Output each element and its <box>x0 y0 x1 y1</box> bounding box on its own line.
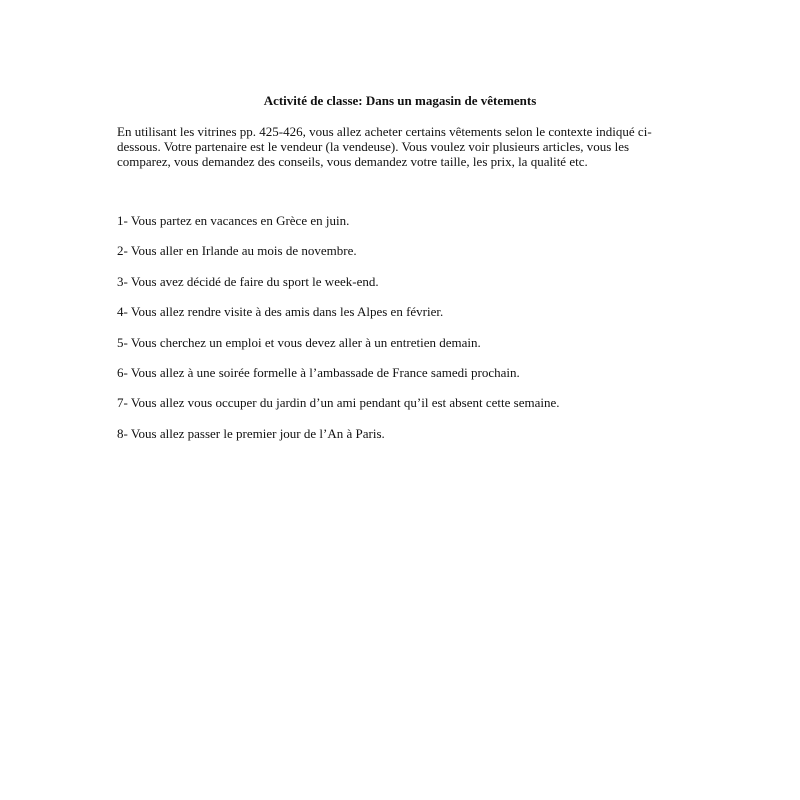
scenario-item: 3- Vous avez décidé de faire du sport le week-end. <box>117 273 379 289</box>
intro-line: dessous. Votre partenaire est le vendeur (la vendeuse). Vous voulez voir plusieurs articles, vous les <box>117 139 630 154</box>
scenario-item: 2- Vous aller en Irlande au mois de novembre. <box>117 243 357 259</box>
scenario-item: 4- Vous allez rendre visite à des amis dans les Alpes en février. <box>117 304 444 320</box>
intro-line: comparez, vous demandez des conseils, vous demandez votre taille, les prix, la qualité etc. <box>117 154 588 169</box>
scenario-item: 6- Vous allez à une soirée formelle à l’ambassade de France samedi prochain. <box>117 364 520 380</box>
document-title: Activité de classe: Dans un magasin de vêtements <box>263 93 537 108</box>
intro-paragraph <box>117 124 692 169</box>
scenario-item: 7- Vous allez vous occuper du jardin d’un ami pendant qu’il est absent cette semaine. <box>117 395 560 411</box>
scenario-list <box>117 213 559 456</box>
scenario-item: 8- Vous allez passer le premier jour de l’An à Paris. <box>117 425 385 441</box>
scenario-item: 1- Vous partez en vacances en Grèce en juin. <box>117 213 350 228</box>
scenario-item: 5- Vous cherchez un emploi et vous devez aller à un entretien demain. <box>117 334 481 350</box>
intro-line: En utilisant les vitrines pp. 425-426, vous allez acheter certains vêtements selon le contexte indiqué ci- <box>117 124 652 139</box>
